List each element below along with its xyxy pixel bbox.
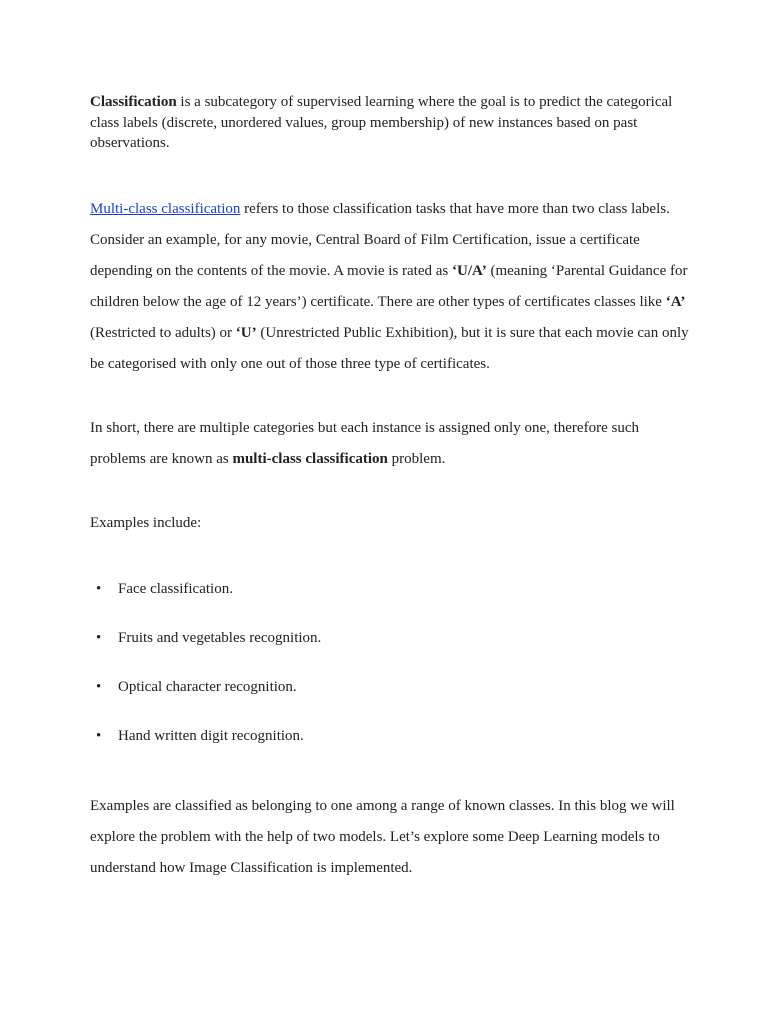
closing-paragraph: Examples are classified as belonging to one among a range of known classes. In this blog we will explore the problem with the help of two models. Let’s explore some Deep Learning models to understand how Image Classification is implemented. (90, 797, 675, 876)
spacer (90, 475, 690, 508)
short-bold: multi-class classification (232, 450, 388, 467)
spacer (90, 539, 690, 579)
short-text-2: problem. (387, 450, 446, 467)
examples-list (90, 579, 690, 775)
bullet-icon: • (96, 580, 102, 597)
intro-paragraph (90, 92, 690, 154)
intro-text: is a subcategory of supervised learning where the goal is to predict the categorical class labels (discrete, unordered values, group membership) of new instances based on past observations. (90, 94, 673, 151)
examples-heading: Examples include: (90, 514, 202, 531)
list-item-text: Fruits and vegetables recognition. (118, 629, 322, 646)
multiclass-link[interactable]: Multi-class classification (90, 200, 241, 217)
multiclass-text-3: (Restricted to adults) or (90, 324, 236, 341)
list-item-text: Optical character recognition. (118, 678, 297, 695)
multiclass-text-2: (meaning ‘Parental Guidance for children below the age of 12 years’) certificate. There are other types of certificates classes like (90, 262, 688, 310)
multiclass-text-4: (Unrestricted Public Exhibition), but it is sure that each movie can only be categorised with only one out of those three type of certificates. (90, 324, 689, 372)
multiclass-paragraph (90, 194, 690, 380)
list-item (90, 628, 690, 677)
short-text-1: In short, there are multiple categories but each instance is assigned only one, therefore such problems are known as (90, 419, 639, 467)
list-item (90, 726, 690, 775)
spacer (90, 775, 690, 791)
list-item-text: Hand written digit recognition. (118, 727, 304, 744)
multiclass-text-1: refers to those classification tasks that have more than two class labels. Consider an example, for any movie, Central Board of Film Certification, issue a certificate depending on the contents of the movie. A movie is rated as (90, 200, 670, 279)
list-item-text: Face classification. (118, 580, 233, 597)
list-item (90, 579, 690, 628)
bullet-icon: • (96, 727, 102, 744)
intro-term: Classification (90, 94, 177, 110)
list-item (90, 677, 690, 726)
bullet-icon: • (96, 678, 102, 695)
rating-a: ‘A’ (665, 293, 686, 310)
spacer (90, 380, 690, 413)
bullet-icon: • (96, 629, 102, 646)
rating-ua: ‘U/A’ (452, 262, 487, 279)
rating-u: ‘U’ (235, 324, 257, 341)
short-paragraph (90, 413, 690, 475)
spacer (90, 154, 690, 194)
document-page (90, 92, 690, 884)
